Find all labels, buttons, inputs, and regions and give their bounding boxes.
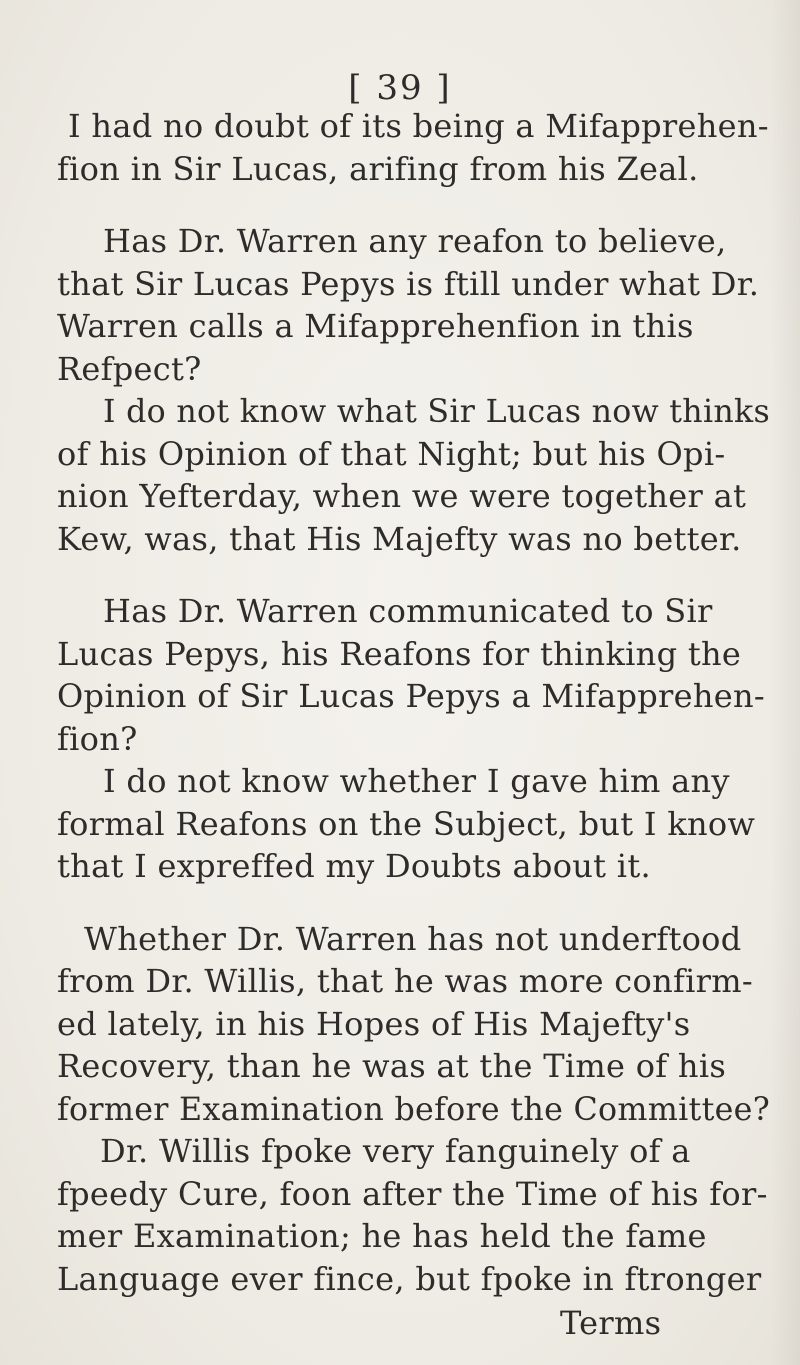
page-edge-shadow (770, 0, 800, 1365)
text-line: Warren calls a Mifapprehenfion in this (57, 307, 694, 345)
text-line: fion? (57, 719, 138, 758)
text-line: that I expreffed my Doubts about it. (57, 847, 651, 885)
text-line: from Dr. Willis, that he was more confirm- (57, 962, 754, 1000)
text-line: I do not know what Sir Lucas now thinks (103, 392, 771, 430)
text-line: Language ever fince, but fpoke in ftronger (57, 1259, 762, 1298)
text-line: Dr. Willis fpoke very fanguinely of a (100, 1132, 691, 1170)
page-number: [ 39 ] (348, 68, 452, 108)
text-line: Opinion of Sir Lucas Pepys a Mifapprehen- (57, 677, 766, 715)
text-line: Kew, was, that His Majefty was no better. (57, 519, 742, 558)
text-line: Lucas Pepys, his Reafons for thinking the (57, 634, 742, 673)
text-line: that Sir Lucas Pepys is ftill under what Dr. (57, 264, 760, 303)
text-line: fion in Sir Lucas, arifing from his Zeal. (57, 149, 699, 188)
text-line: fpeedy Cure, foon after the Time of his for- (57, 1174, 768, 1213)
text-line: I had no doubt of its being a Mifapprehen- (68, 107, 769, 145)
text-line: nion Yefterday, when we were together at (57, 477, 747, 515)
text-line: Has Dr. Warren communicated to Sir (103, 592, 713, 630)
text-line: formal Reafons on the Subject, but I know (57, 804, 756, 843)
text-line: Whether Dr. Warren has not underftood (84, 919, 742, 958)
text-line: former Examination before the Committee? (57, 1089, 771, 1128)
catchword: Terms (560, 1304, 662, 1342)
text-line: Recovery, than he was at the Time of his (57, 1047, 727, 1085)
text-line: I do not know whether I gave him any (103, 762, 730, 800)
text-line: of his Opinion of that Night; but his Opi- (57, 434, 726, 473)
text-line: Refpect? (57, 349, 202, 388)
text-line: ed lately, in his Hopes of His Majefty's (57, 1004, 691, 1043)
text-line: mer Examination; he has held the fame (57, 1217, 707, 1255)
text-line: Has Dr. Warren any reafon to believe, (103, 222, 727, 260)
